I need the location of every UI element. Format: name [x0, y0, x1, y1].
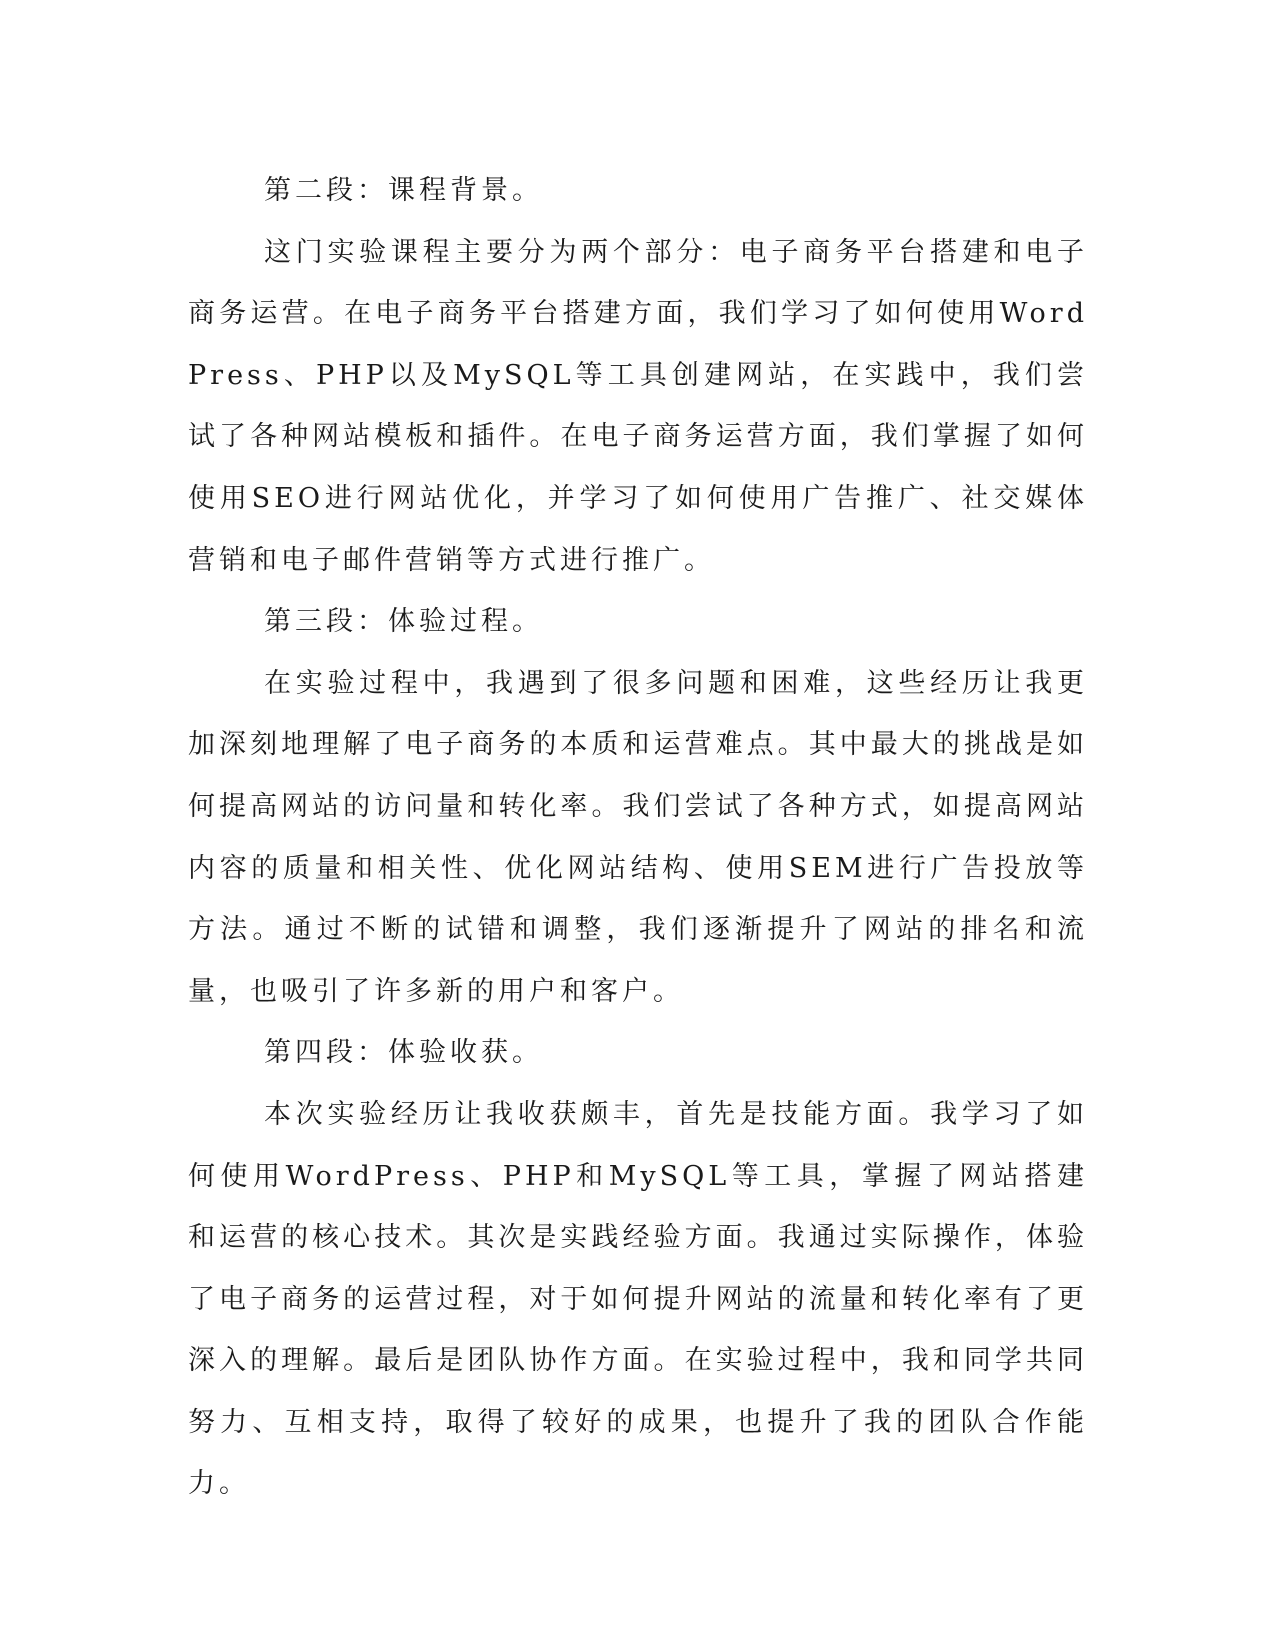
document-body: [188, 160, 1088, 1515]
section-heading-2: 第二段：课程背景。: [264, 175, 543, 206]
section-paragraph-4: 本次实验经历让我收获颇丰，首先是技能方面。我学习了如何使用WordPress、PHP和MySQL等工具，掌握了网站搭建和运营的核心技术。其次是实践经验方面。我通过实际操作，体验了电子商务的运营过程，对于如何提升网站的流量和转化率有了更深入的理解。最后是团队协作方面。在实验过程中，我和同学共同努力、互相支持，取得了较好的成果，也提升了我的团队合作能力。: [188, 1098, 1088, 1500]
section-heading-4: 第四段：体验收获。: [264, 1037, 543, 1069]
section-paragraph-3: 在实验过程中，我遇到了很多问题和困难，这些经历让我更加深刻地理解了电子商务的本质和运营难点。其中最大的挑战是如何提高网站的访问量和转化率。我们尝试了各种方式，如提高网站内容的质量和相关性、优化网站结构、使用SEM进行广告投放等方法。通过不断的试错和调整，我们逐渐提升了网站的排名和流量，也吸引了许多新的用户和客户。: [188, 667, 1088, 1007]
section-heading-3: 第三段：体验过程。: [264, 606, 543, 638]
section-paragraph-2: 这门实验课程主要分为两个部分：电子商务平台搭建和电子商务运营。在电子商务平台搭建方面，我们学习了如何使用WordPress、PHP以及MySQL等工具创建网站，在实践中，我们尝试了各种网站模板和插件。在电子商务运营方面，我们掌握了如何使用SEO进行网站优化，并学习了如何使用广告推广、社交媒体营销和电子邮件营销等方式进行推广。: [188, 236, 1088, 576]
